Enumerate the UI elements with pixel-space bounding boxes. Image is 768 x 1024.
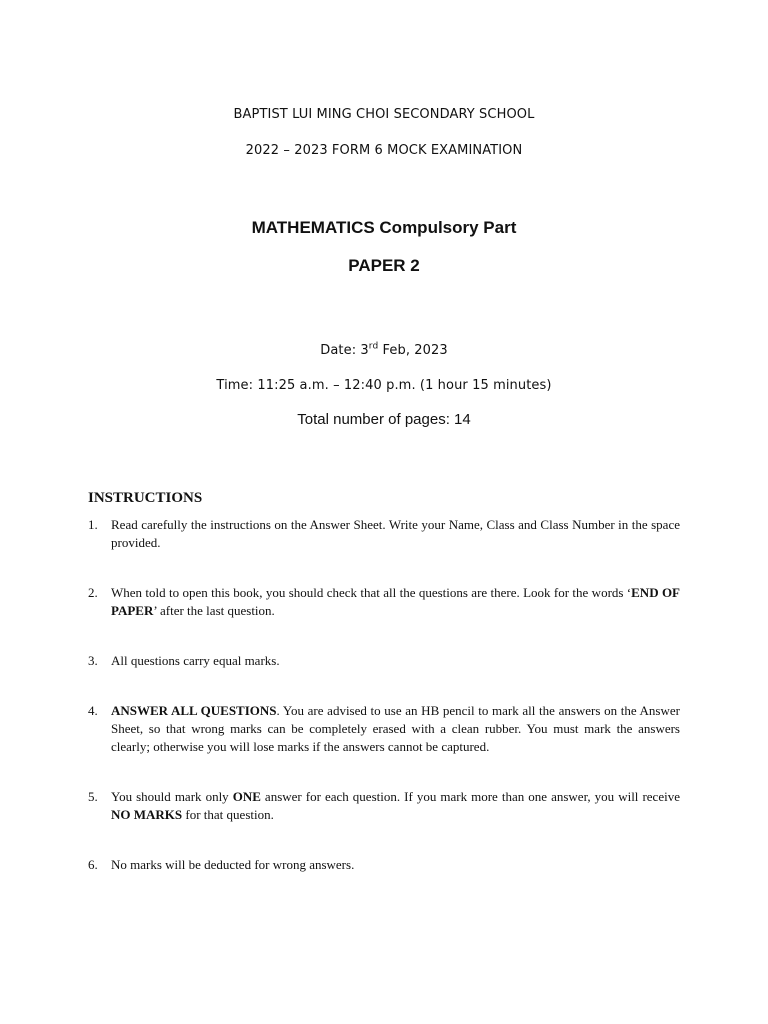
- instruction-text-part: You should mark only: [111, 789, 233, 804]
- instruction-number: 2.: [88, 585, 98, 600]
- instruction-item: [88, 516, 680, 552]
- instruction-text: [111, 856, 680, 874]
- instruction-number: 1.: [88, 517, 98, 532]
- date-superscript: rd: [368, 341, 379, 352]
- instruction-text-part: All questions carry equal marks.: [111, 653, 280, 668]
- instruction-emphasis: NO MARKS: [111, 807, 183, 822]
- instruction-item: [88, 788, 680, 824]
- instruction-item: [88, 652, 680, 670]
- instruction-emphasis: ONE: [232, 789, 261, 804]
- instruction-number: 5.: [88, 789, 98, 804]
- school-name: BAPTIST LUI MING CHOI SECONDARY SCHOOL: [233, 107, 535, 122]
- instruction-text-part: Read carefully the instructions on the Answer Sheet. Write your Name, Class and Class Number in the space provided.: [111, 517, 680, 550]
- instruction-text: [111, 584, 680, 620]
- subject-title: MATHEMATICS Compulsory Part: [251, 218, 517, 237]
- instruction-item: [88, 856, 680, 874]
- instruction-number: 4.: [88, 703, 98, 718]
- instruction-text: [111, 702, 680, 756]
- exam-date: [0, 343, 768, 358]
- instruction-number: 3.: [88, 653, 98, 668]
- paper-number: PAPER 2: [348, 256, 420, 275]
- instruction-text: [111, 788, 680, 824]
- instruction-text-part: for that question.: [182, 807, 274, 822]
- instruction-text-part: answer for each question. If you mark more than one answer, you will receive: [260, 789, 680, 804]
- instruction-text-part: . You are advised to use an HB pencil to mark all the answers on the Answer Sheet, so that wrong marks can be completely erased with a clean rubber. You must mark the answers clearly; otherwise you will lose marks if the answers cannot be captured.: [111, 703, 680, 754]
- exam-title: 2022 – 2023 FORM 6 MOCK EXAMINATION: [245, 143, 523, 158]
- instruction-number: 6.: [88, 857, 98, 872]
- date-suffix: Feb, 2023: [378, 343, 448, 358]
- instruction-text-part: No marks will be deducted for wrong answers.: [111, 857, 355, 872]
- instruction-emphasis: ANSWER ALL QUESTIONS: [111, 703, 277, 718]
- instructions-heading: INSTRUCTIONS: [88, 490, 203, 506]
- instruction-item: [88, 584, 680, 620]
- exam-time: Time: 11:25 a.m. – 12:40 p.m. (1 hour 15 minutes): [216, 378, 552, 393]
- date-prefix: Date: 3: [320, 343, 369, 358]
- total-pages: Total number of pages: 14: [297, 411, 471, 428]
- instruction-text: [111, 516, 680, 552]
- instruction-text: [111, 652, 680, 670]
- instruction-item: [88, 702, 680, 756]
- instruction-emphasis: END OF PAPER: [111, 585, 680, 618]
- instruction-text-part: When told to open this book, you should check that all the questions are there. Look for the words ‘: [111, 585, 632, 600]
- instruction-text-part: ’ after the last question.: [153, 603, 275, 618]
